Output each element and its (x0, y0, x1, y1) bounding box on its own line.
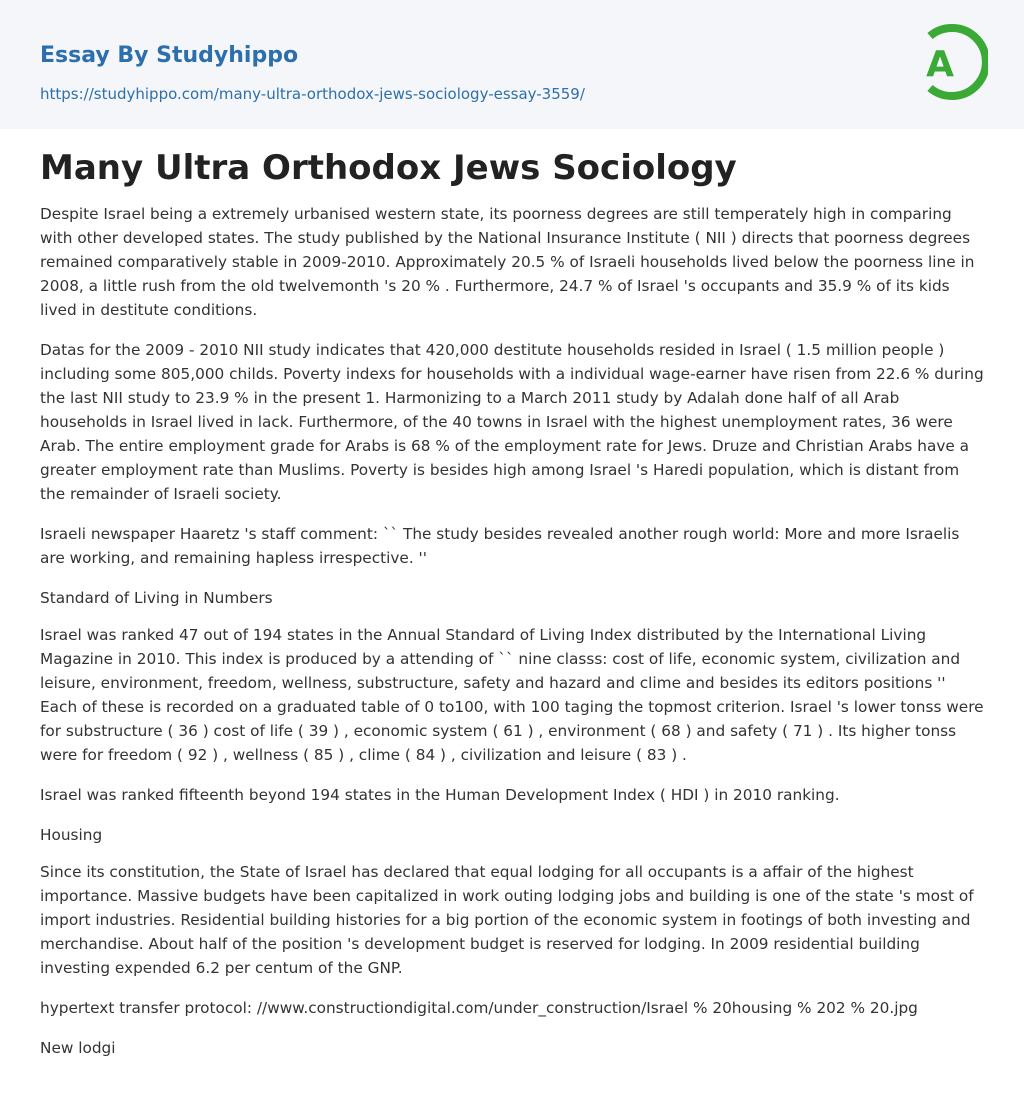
page-header (0, 0, 1024, 129)
paragraph-housing: Since its constitution, the State of Israel has declared that equal lodging for all occupants is a affair of the highest importance. Massive budgets have been capitalized in work outing lodging jobs and building is one of the state 's most of import industries. Residential building histories for a big portion of the economic system in footings of both investing and merchandise. About half of the position 's development budget is reserved for lodging. In 2009 residential building investing expended 6.2 per centum of the GNP. (40, 863, 974, 977)
paragraph-haaretz-quote: Israeli newspaper Haaretz 's staff comment: `` The study besides revealed another rough world: More and more Israelis are working, and remaining hapless irrespective. '' (40, 525, 960, 567)
section-heading-standard-of-living: Standard of Living in Numbers (40, 589, 273, 607)
section-heading-housing: Housing (40, 826, 103, 844)
article-body (40, 146, 985, 1076)
paragraph-nii-data: Datas for the 2009 - 2010 NII study indicates that 420,000 destitute households resided in Israel ( 1.5 million people ) including some 805,000 childs. Poverty indexs for households with a individual wage-earner have risen from 22.6 % during the last NII study to 23.9 % in the present 1. Harmonizing to a March 2011 study by Adalah done half of all Arab households in Israel lived in lack. Furthermore, of the 40 towns in Israel with the highest unemployment rates, 36 were Arab. The entire employment grade for Arabs is 68 % of the employment rate for Jews. Druze and Christian Arabs have a greater employment rate than Muslims. Poverty is besides high among Israel 's Haredi population, which is distant from the remainder of Israeli society. (40, 341, 984, 503)
paragraph-living-index: Israel was ranked 47 out of 194 states in the Annual Standard of Living Index distributed by the International Living Magazine in 2010. This index is produced by a attending of `` nine classs: cost of life, economic system, civilization and leisure, environment, freedom, wellness, substructure, safety and hazard and clime and besides its editors positions '' Each of these is recorded on a graduated table of 0 to100, with 100 taging the topmost criterion. Israel 's lower tonss were for substructure ( 36 ) cost of life ( 39 ) , economic system ( 61 ) , environment ( 68 ) and safety ( 71 ) . Its higher tonss were for freedom ( 92 ) , wellness ( 85 ) , clime ( 84 ) , civilization and leisure ( 83 ) . (40, 626, 984, 764)
paragraph-poverty-levels: Despite Israel being a extremely urbanised western state, its poorness degrees are still temperately high in comparing with other developed states. The study published by the National Insurance Institute ( NII ) directs that poorness degrees remained comparatively stable in 2009-2010. Approximately 20.5 % of Israeli households lived below the poorness line in 2008, a little rush from the old twelvemonth 's 20 % . Furthermore, 24.7 % of Israel 's occupants and 35.9 % of its kids lived in destitute conditions. (40, 205, 975, 319)
page-url-link[interactable]: https://studyhippo.com/many-ultra-orthodox-jews-sociology-essay-3559/ (40, 85, 585, 103)
site-brand[interactable]: Essay By Studyhippo (40, 43, 299, 68)
studyhippo-logo-icon[interactable] (910, 18, 988, 106)
article-title: Many Ultra Orthodox Jews Sociology (40, 148, 737, 188)
paragraph-truncated: New lodgi (40, 1039, 116, 1057)
paragraph-image-url: hypertext transfer protocol: //www.constructiondigital.com/under_construction/Israel % 20housing % 202 % 20.jpg (40, 999, 918, 1017)
paragraph-hdi: Israel was ranked fifteenth beyond 194 states in the Human Development Index ( HDI ) in 2010 ranking. (40, 786, 840, 804)
logo-letter: A (926, 44, 954, 85)
